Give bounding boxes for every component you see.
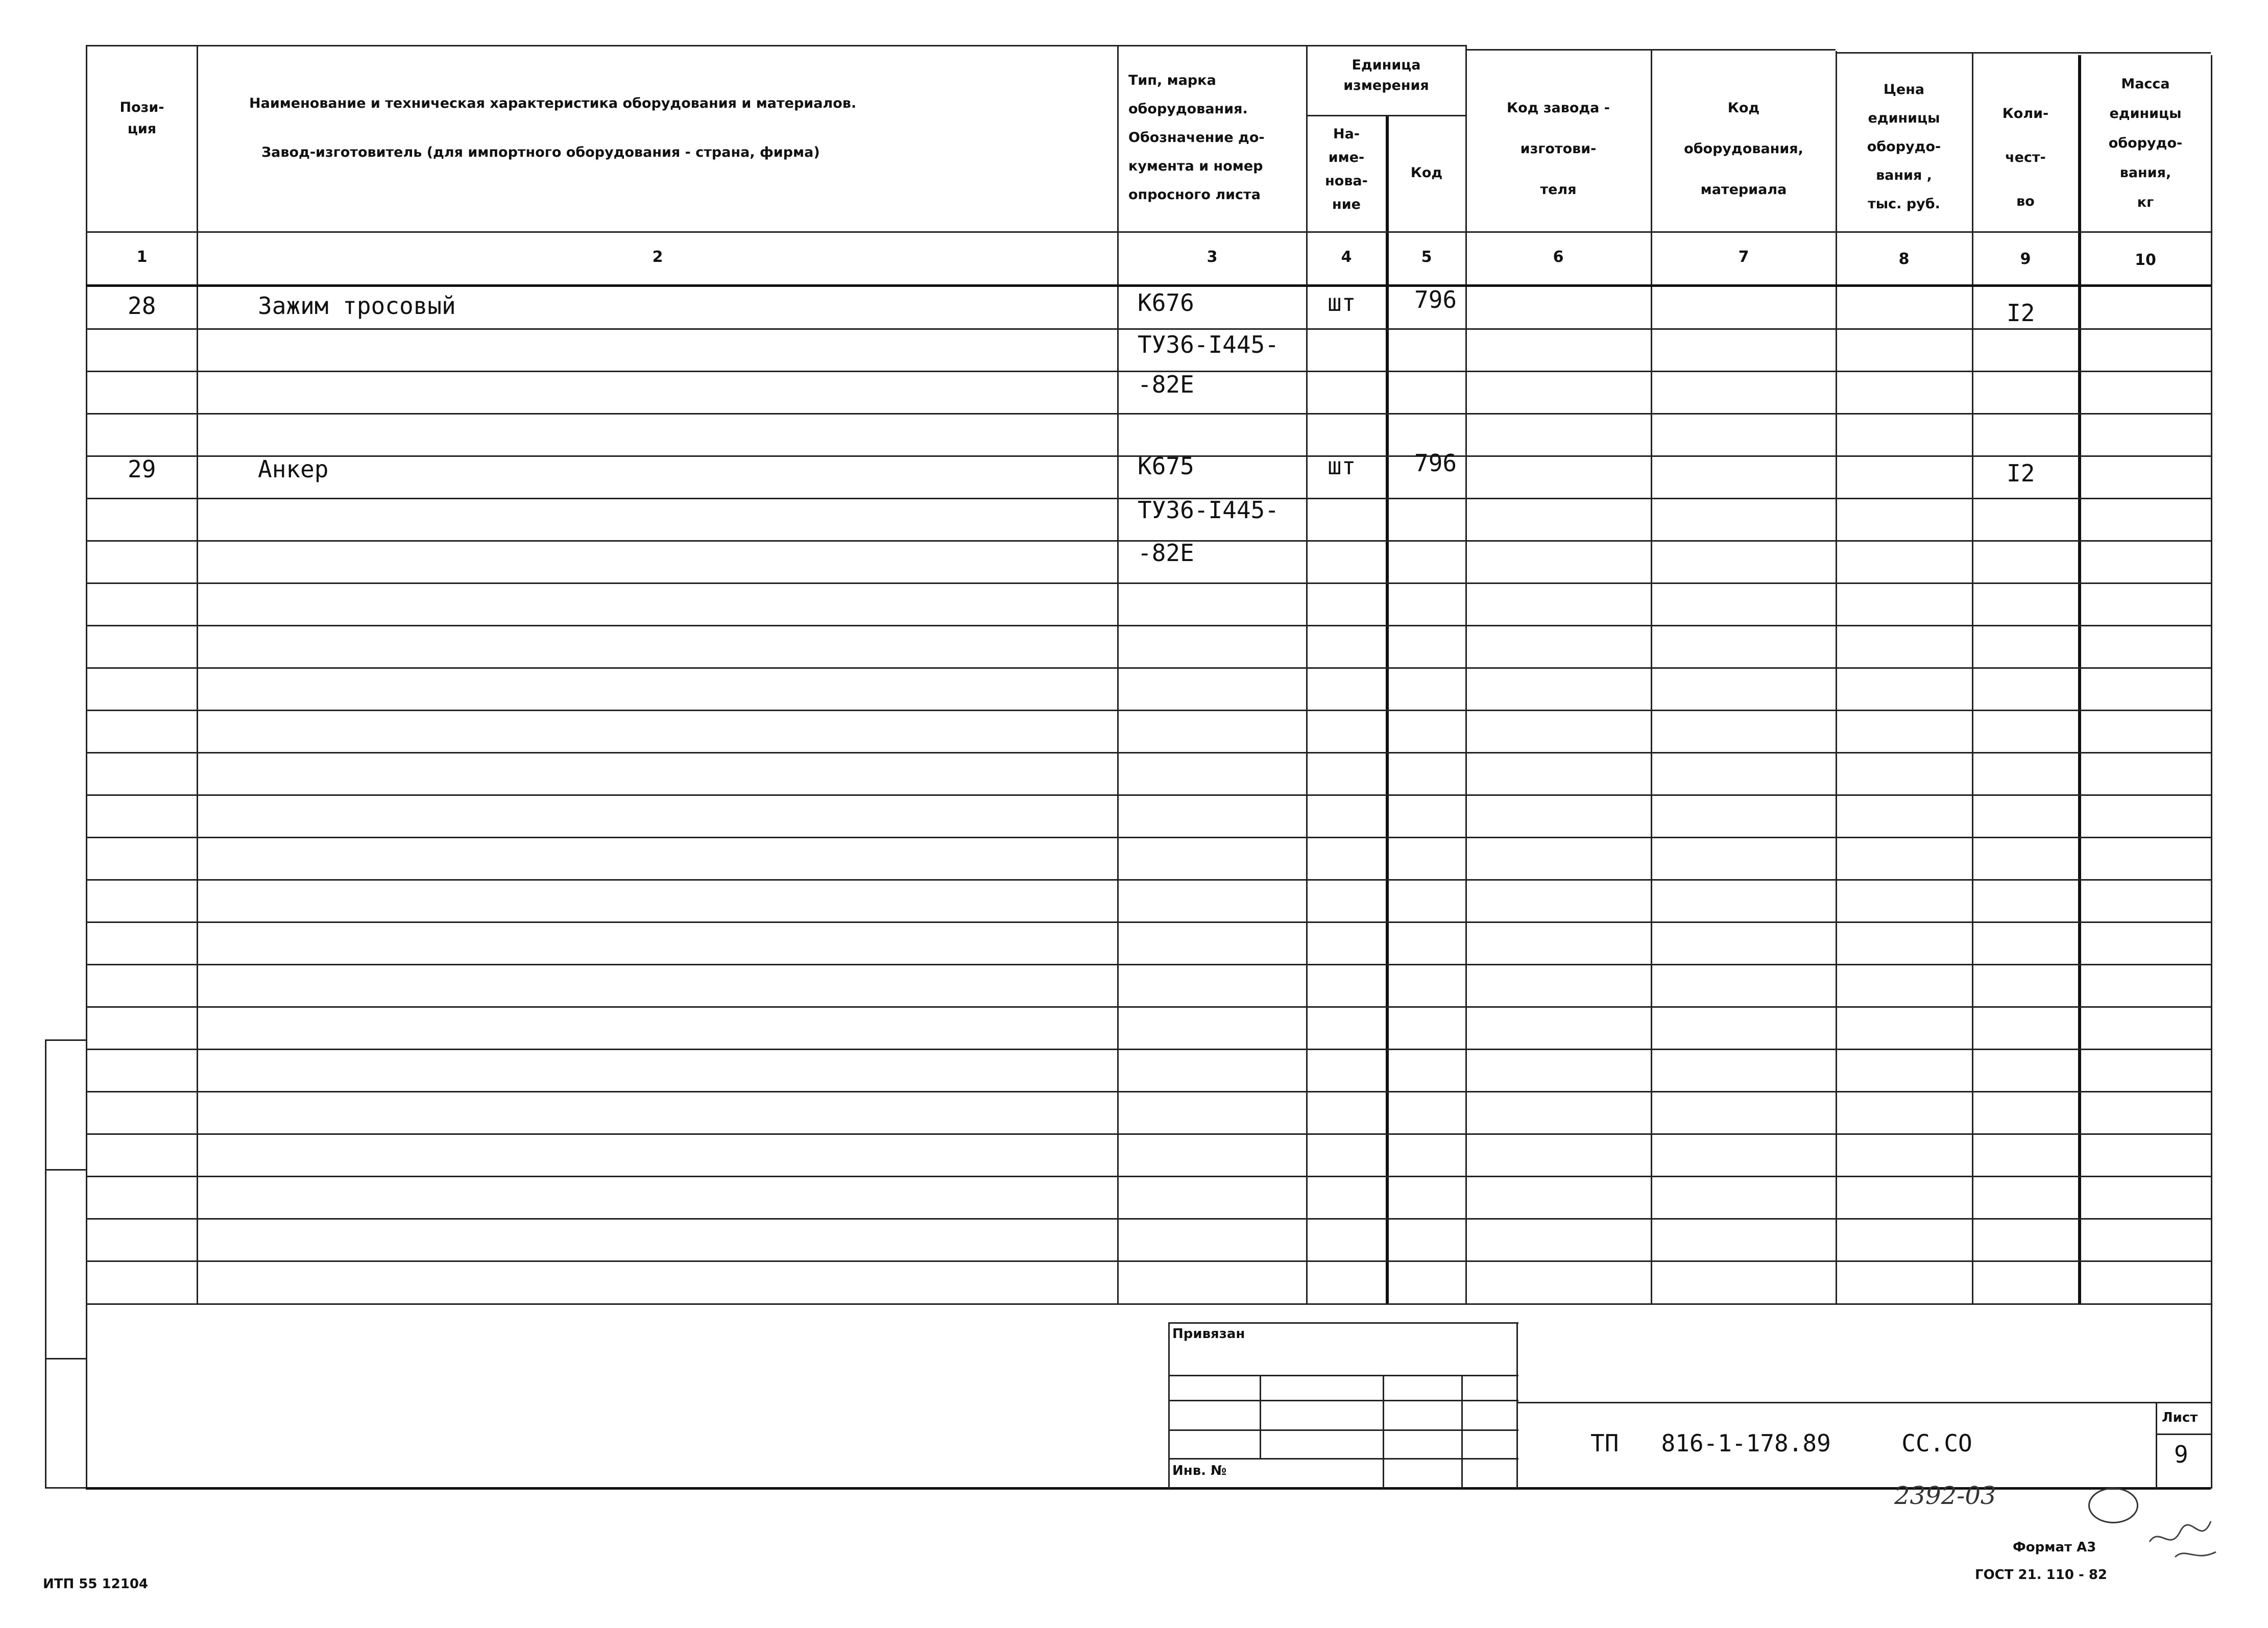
table-row-line — [86, 1176, 2211, 1177]
handwritten-circle-mark — [2088, 1488, 2138, 1523]
header-mass: Масса единицы оборудо- вания, кг — [2108, 76, 2183, 210]
row-position: 29 — [128, 455, 156, 483]
row-type: -82Е — [1138, 371, 1194, 398]
row-unit-code: 796 — [1414, 449, 1457, 477]
table-row-line — [86, 328, 2211, 330]
column-number-4: 4 — [1341, 248, 1352, 266]
table-row-line — [86, 667, 2211, 669]
table-row-line — [86, 1260, 2211, 1262]
sheet-label: Лист — [2162, 1410, 2198, 1425]
table-row-line — [86, 1218, 2211, 1220]
table-row-line — [86, 710, 2211, 711]
row-type: -82Е — [1138, 539, 1194, 567]
table-row-line — [86, 625, 2211, 626]
table-row-line — [86, 1049, 2211, 1050]
format-label: Формат А3 — [2013, 1540, 2096, 1555]
column-number-10: 10 — [2135, 251, 2156, 269]
column-number-3: 3 — [1207, 248, 1218, 266]
table-row-line — [86, 921, 2211, 923]
header-price: Цена единицы оборудо- вания , тыс. руб. — [1867, 82, 1941, 212]
row-unit: шт — [1328, 289, 1356, 317]
table-row-line — [86, 879, 2211, 881]
inventory-number-label: Инв. № — [1172, 1463, 1227, 1478]
privyazan-label: Привязан — [1172, 1326, 1245, 1342]
row-type: К675 — [1138, 452, 1194, 480]
itp-label: ИТП 55 12104 — [43, 1576, 148, 1592]
header-type: Тип, марка оборудования. Обозначение до- кумента и номер опросного листа — [1128, 72, 1265, 203]
table-row-line — [86, 1091, 2211, 1092]
header-name-line2: Завод-изготовитель (для импортного оборудования - страна, фирма) — [261, 144, 820, 160]
table-row-line — [86, 964, 2211, 965]
handwritten-number: 2392-03 — [1894, 1481, 1996, 1510]
table-row-line — [86, 837, 2211, 838]
row-name: Зажим тросовый — [258, 292, 456, 320]
sheet-number: 9 — [2174, 1441, 2188, 1468]
row-quantity: I2 — [2007, 299, 2035, 327]
column-number-8: 8 — [1898, 250, 1910, 268]
table-row-line — [86, 582, 2211, 584]
row-type: ТУ36-I445- — [1138, 331, 1279, 358]
header-unit-name: На- име- нова- ние — [1325, 126, 1368, 212]
column-number-1: 1 — [136, 248, 148, 266]
header-unit-group: Единица измерения — [1343, 57, 1429, 93]
row-type: ТУ36-I445- — [1138, 496, 1279, 524]
row-position: 28 — [128, 292, 156, 320]
row-unit-code: 796 — [1414, 286, 1457, 313]
table-row-line — [86, 794, 2211, 796]
table-row-line — [86, 413, 2211, 415]
header-quantity: Коли- чест- во — [2002, 106, 2049, 209]
table-row-line — [86, 1133, 2211, 1135]
row-quantity: I2 — [2007, 459, 2035, 487]
column-number-7: 7 — [1738, 248, 1749, 266]
column-number-5: 5 — [1421, 248, 1432, 266]
header-position: Пози- ция — [119, 100, 164, 137]
column-number-2: 2 — [652, 248, 663, 266]
column-number-6: 6 — [1553, 248, 1564, 266]
column-number-9: 9 — [2020, 250, 2031, 268]
gost-label: ГОСТ 21. 110 - 82 — [1975, 1567, 2107, 1583]
row-unit: шт — [1328, 452, 1356, 480]
table-row-line — [86, 1006, 2211, 1008]
handwritten-scribble — [2144, 1511, 2221, 1569]
document-number: ТП 816-1-178.89 СС.СО — [1590, 1429, 1972, 1457]
header-unit-code: Код — [1410, 165, 1443, 181]
header-factory-code: Код завода - изготови- теля — [1507, 100, 1610, 198]
table-row-line — [86, 752, 2211, 754]
row-type: К676 — [1138, 289, 1194, 317]
header-name-line1: Наименование и техническая характеристика оборудования и материалов. — [249, 95, 857, 111]
row-name: Анкер — [258, 455, 329, 483]
header-equipment-code: Код оборудования, материала — [1684, 100, 1803, 198]
